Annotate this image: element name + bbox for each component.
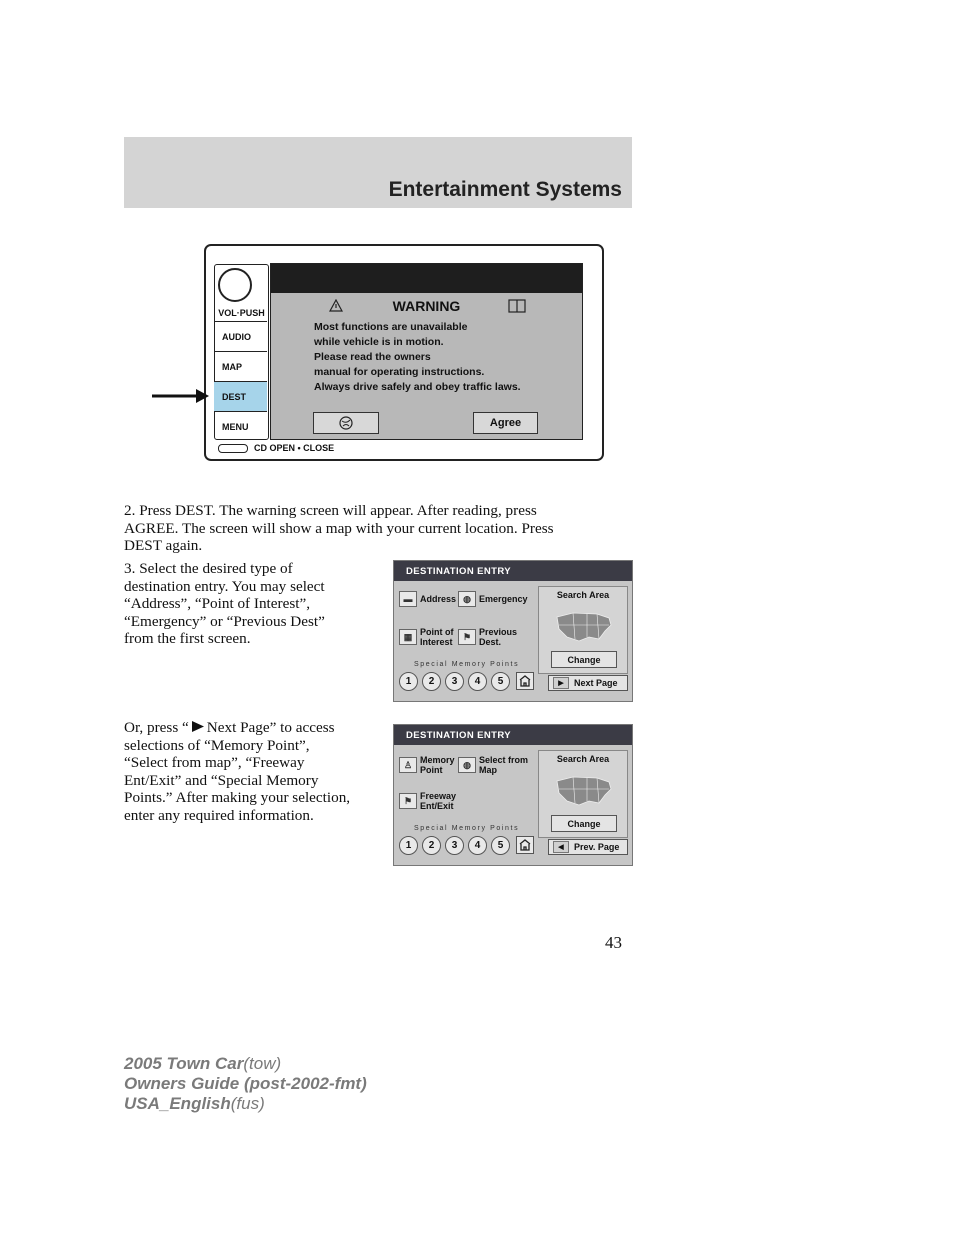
dest-button: DEST (214, 381, 267, 411)
building-icon: ▦ (399, 629, 417, 645)
or-press-paragraph (124, 719, 388, 825)
dest-header: DESTINATION ENTRY (394, 725, 632, 745)
step-2-paragraph (124, 502, 644, 555)
footer-language: USA_English (124, 1094, 231, 1113)
text-line: destination entry. You may select (124, 577, 325, 595)
globe-icon (339, 416, 353, 430)
footer-line (124, 1094, 367, 1114)
right-arrow-icon: ▶ (553, 677, 569, 689)
text-line: Points.” After making your selection, (124, 789, 351, 807)
emergency-option (458, 591, 528, 607)
person-icon: ♙ (399, 757, 417, 773)
destination-entry-screen-1 (393, 560, 633, 702)
cd-slot (218, 444, 248, 453)
footer-language-code: (fus) (230, 1094, 265, 1113)
special-memory-points-label: Special Memory Points (414, 825, 520, 832)
home-icon (516, 836, 534, 854)
option-label: Memory Point (420, 755, 455, 775)
change-button: Change (551, 651, 617, 668)
warning-message (314, 320, 574, 395)
audio-button: AUDIO (214, 321, 267, 351)
agree-button: Agree (473, 412, 538, 434)
language-button (313, 412, 379, 434)
option-label: Point of Interest (420, 627, 454, 647)
usa-map-icon (553, 773, 615, 809)
text-line: AGREE. The screen will show a map with your current location. Press (124, 519, 554, 537)
usa-map-icon (553, 609, 615, 645)
memory-point-5: 5 (491, 672, 510, 691)
manual-book-icon (508, 299, 526, 313)
text-line: enter any required information. (124, 806, 314, 824)
memory-point-buttons (399, 672, 534, 691)
footer-model-code: (tow) (243, 1054, 282, 1073)
special-memory-points-label: Special Memory Points (414, 661, 520, 668)
warning-line: while vehicle is in motion. (314, 336, 444, 348)
warning-line: manual for operating instructions. (314, 366, 485, 378)
globe-icon: ◍ (458, 591, 476, 607)
text-line: 3. Select the desired type of (124, 560, 293, 577)
memory-point-3: 3 (445, 672, 464, 691)
text-line: from the first screen. (124, 630, 251, 648)
text-line: Ent/Exit” and “Special Memory (124, 771, 319, 789)
search-area-title: Search Area (556, 590, 610, 600)
left-arrow-icon: ◀ (553, 841, 569, 853)
change-button: Change (551, 815, 617, 832)
select-from-map-option (458, 755, 528, 775)
option-label: Address (420, 594, 457, 604)
memory-point-buttons (399, 836, 534, 855)
vol-push-label: VOL·PUSH (218, 308, 265, 318)
footer-line (124, 1074, 367, 1094)
section-title: Entertainment Systems (388, 178, 622, 201)
memory-point-2: 2 (422, 672, 441, 691)
screen-top-bar (271, 264, 582, 293)
destination-entry-screen-2 (393, 724, 633, 866)
play-arrow-icon (191, 720, 205, 733)
map-button: MAP (214, 351, 267, 381)
text-line: “Address”, “Point of Interest”, (124, 595, 310, 613)
footer-guide: Owners Guide (post-2002-fmt) (124, 1074, 367, 1093)
document-footer (124, 1054, 367, 1114)
memory-point-1: 1 (399, 672, 418, 691)
memory-point-3: 3 (445, 836, 464, 855)
home-icon (516, 672, 534, 690)
point-of-interest-option (399, 627, 454, 647)
or-press-prefix: Or, press “ (124, 719, 189, 736)
memory-point-4: 4 (468, 836, 487, 855)
prev-page-button (548, 839, 628, 855)
cd-open-close-label: CD OPEN • CLOSE (254, 443, 335, 453)
option-label: Freeway Ent/Exit (420, 791, 457, 811)
page-button-label: Prev. Page (574, 842, 620, 852)
warning-title: WARNING (392, 298, 461, 314)
search-area-panel (538, 750, 628, 838)
search-area-panel (538, 586, 628, 674)
section-header (124, 137, 632, 208)
text-line: 2. Press DEST. The warning screen will appear. After reading, press (124, 502, 537, 519)
option-label: Emergency (479, 594, 528, 604)
menu-button: MENU (214, 411, 267, 441)
text-line (124, 719, 388, 737)
next-page-button (548, 675, 628, 691)
or-press-suffix: Next Page” to access (206, 719, 335, 736)
address-option (399, 591, 456, 607)
pointer-arrow-icon (152, 388, 210, 404)
memory-point-option (399, 755, 455, 775)
warning-line: Most functions are unavailable (314, 321, 468, 333)
flag-icon: ⚑ (458, 629, 476, 645)
text-line: DEST again. (124, 537, 203, 555)
head-unit-illustration (204, 244, 604, 461)
dest-header: DESTINATION ENTRY (394, 561, 632, 581)
text-line: “Emergency” or “Previous Dest” (124, 612, 325, 630)
text-line: selections of “Memory Point”, (124, 736, 310, 754)
text-line: “Select from map”, “Freeway (124, 754, 305, 772)
page-number: 43 (605, 933, 622, 952)
memory-point-1: 1 (399, 836, 418, 855)
memory-point-2: 2 (422, 836, 441, 855)
warning-line: Please read the owners (314, 351, 431, 363)
previous-dest-option (458, 627, 517, 647)
search-area-title: Search Area (556, 754, 610, 764)
warning-line: Always drive safely and obey traffic laws. (314, 381, 521, 393)
footer-line (124, 1054, 367, 1074)
step-3-paragraph (124, 560, 384, 648)
warning-screen (270, 263, 583, 440)
freeway-sign-icon: ⚑ (399, 793, 417, 809)
memory-point-4: 4 (468, 672, 487, 691)
page-button-label: Next Page (574, 678, 618, 688)
memory-point-5: 5 (491, 836, 510, 855)
option-label: Previous Dest. (479, 627, 518, 647)
address-icon: ▬ (399, 591, 417, 607)
option-label: Select from Map (479, 755, 529, 775)
freeway-ent-exit-option (399, 791, 456, 811)
footer-model: 2005 Town Car (124, 1054, 244, 1073)
globe-icon: ◍ (458, 757, 476, 773)
